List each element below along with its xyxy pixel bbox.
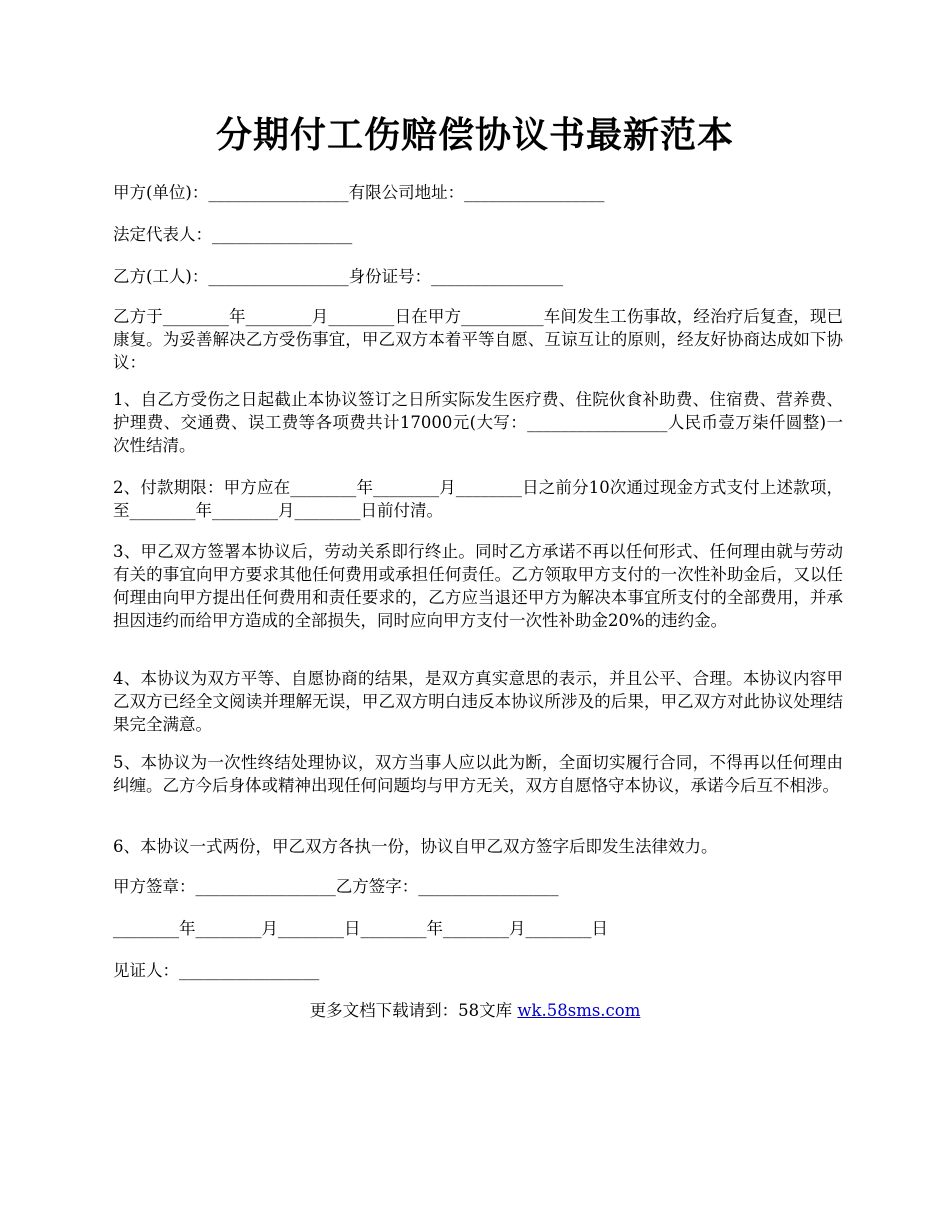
party-b-field: 乙方(工人)：_________________身份证号：________________: [113, 267, 564, 286]
footer-text: 更多文档下载请到：58文库: [309, 1001, 518, 1020]
intro-paragraph: 乙方于________年________月________日在甲方__________车间发生工伤事故，经治疗后复查，现已康复。为妥善解决乙方受伤事宜，甲乙双方本着平等自愿、互谅互让的原则，经友好协商达成如下协议：: [113, 307, 843, 372]
footer: [0, 999, 950, 1022]
clause-5: 5、本协议为一次性终结处理协议，双方当事人应以此为断，全面切实履行合同，不得再以任何理由纠缠。乙方今后身体或精神出现任何问题均与甲方无关，双方自愿恪守本协议，承诺今后互不相涉。: [113, 753, 843, 795]
witness-line: 见证人：_________________: [113, 961, 320, 980]
legal-representative-field: 法定代表人：_________________: [113, 225, 353, 244]
clause-2: 2、付款期限：甲方应在________年________月________日之前分10次通过现金方式支付上述款项，至________年________月________日前付清。: [113, 478, 843, 520]
clause-3: 3、甲乙双方签署本协议后，劳动关系即行终止。同时乙方承诺不再以任何形式、任何理由就与劳动有关的事宜向甲方要求其他任何费用或承担任何责任。乙方领取甲方支付的一次性补助金后，又以任何理由向甲方提出任何费用和责任要求的，乙方应当退还甲方为解决本事宜所支付的全部费用，并承担因违约而给甲方造成的全部损失，同时应向甲方支付一次性补助金20%的违约金。: [113, 542, 843, 630]
document-title: 分期付工伤赔偿协议书最新范本: [215, 114, 734, 156]
clause-1: 1、自乙方受伤之日起截止本协议签订之日所实际发生医疗费、住院伙食补助费、住宿费、营养费、护理费、交通费、误工费等各项费共计17000元(大写：_________________人民币壹万柒仟圆整)一次性结清。: [113, 390, 843, 455]
date-line: ________年________月________日________年________月________日: [113, 919, 608, 938]
footer-link[interactable]: wk.58sms.com: [517, 1001, 641, 1020]
clause-6: 6、本协议一式两份，甲乙双方各执一份，协议自甲乙双方签字后即发生法律效力。: [113, 837, 718, 856]
party-a-field: 甲方(单位)：_________________有限公司地址：_________________: [113, 183, 605, 202]
signature-line: 甲方签章：_________________乙方签字：_________________: [113, 877, 559, 896]
clause-4: 4、本协议为双方平等、自愿协商的结果，是双方真实意思的表示，并且公平、合理。本协议内容甲乙双方已经全文阅读并理解无误，甲乙双方明白违反本协议所涉及的后果，甲乙双方对此协议处理结果完全满意。: [113, 669, 843, 734]
